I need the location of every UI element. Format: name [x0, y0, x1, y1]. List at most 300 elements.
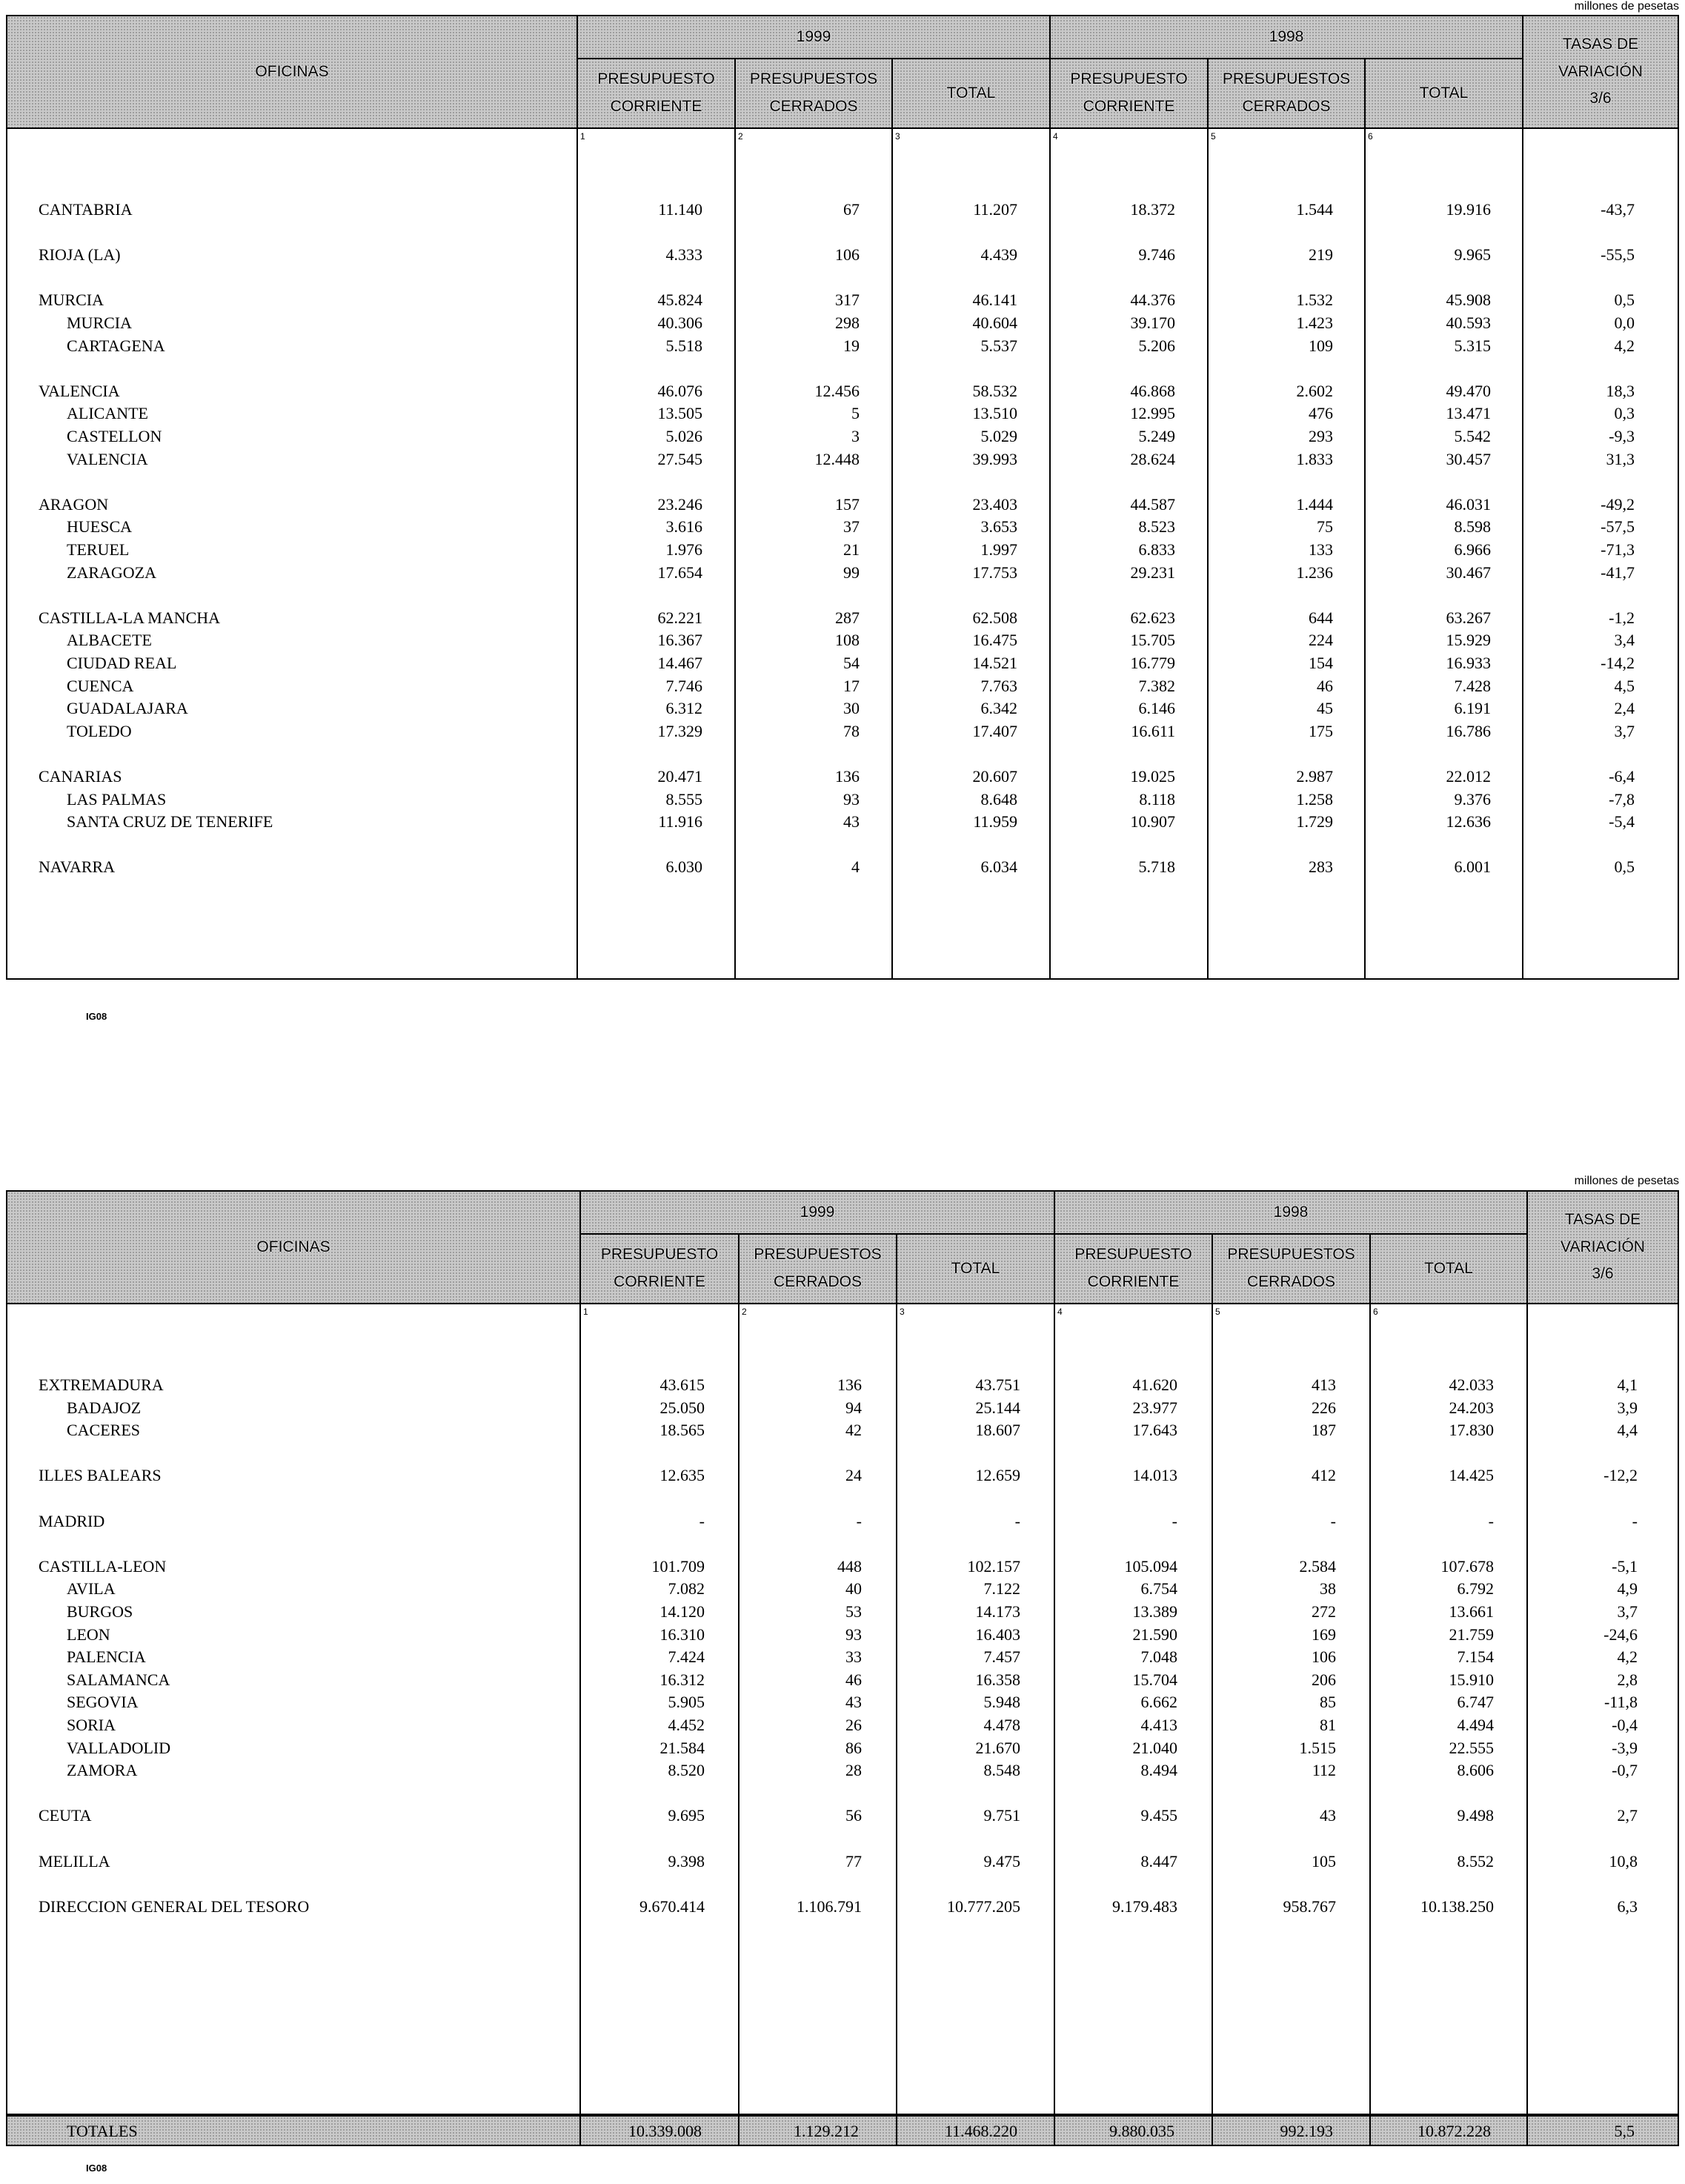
cell-value: 19.025	[1130, 767, 1175, 786]
cell-value: 41.620	[1132, 1375, 1177, 1394]
table-row	[7, 722, 1681, 743]
cell-value: 6.662	[1140, 1693, 1177, 1712]
cell-value: 644	[1309, 608, 1333, 627]
cell-value: 29.231	[1130, 562, 1175, 582]
office-name: MADRID	[39, 1511, 105, 1530]
header-pres-corriente: PRESUPUESTO CORRIENTE	[1070, 70, 1188, 115]
cell-value: 40.306	[657, 313, 702, 332]
table-row	[7, 1625, 1681, 1646]
header-pres-corriente: PRESUPUESTO CORRIENTE	[597, 70, 715, 115]
table-row	[7, 1670, 1681, 1691]
office-name: BURGOS	[67, 1602, 133, 1621]
cell-value: 45.908	[1446, 291, 1491, 310]
cell-value: 2.584	[1299, 1556, 1336, 1576]
cell-value: 8.447	[1140, 1851, 1177, 1871]
cell-value: 10.907	[1130, 812, 1175, 832]
cell-value: 3.616	[665, 517, 702, 537]
cell-value: 4,2	[1617, 1647, 1638, 1667]
cell-value: 102.157	[967, 1556, 1020, 1576]
table-body	[6, 129, 1679, 980]
cell-value: 16.611	[1131, 721, 1175, 740]
cell-value: 4,9	[1617, 1579, 1638, 1599]
table-row	[7, 540, 1681, 561]
cell-value: 17	[843, 676, 860, 695]
cell-value: 7.382	[1138, 676, 1175, 695]
cell-value: 9.398	[668, 1851, 705, 1871]
cell-value: 4,5	[1614, 676, 1635, 695]
cell-value: 54	[843, 654, 860, 672]
cell-value: 4.452	[668, 1716, 705, 1734]
table-row	[7, 1579, 1681, 1600]
cell-value: 6,3	[1617, 1896, 1638, 1916]
cell-value: 6.833	[1138, 540, 1175, 559]
cell-value: 62.623	[1130, 608, 1175, 627]
cell-value: 9.455	[1140, 1806, 1177, 1825]
cell-value: 15.929	[1446, 631, 1491, 650]
cell-value: 15.705	[1130, 631, 1175, 650]
column-number: 4	[1053, 131, 1058, 142]
cell-value: 21.040	[1132, 1738, 1177, 1757]
office-name: NAVARRA	[39, 857, 116, 877]
table-row	[7, 654, 1681, 674]
cell-value: 16.358	[975, 1670, 1020, 1689]
cell-value: 226	[1312, 1398, 1336, 1417]
cell-value: 5.537	[980, 336, 1017, 355]
cell-value: 93	[845, 1624, 862, 1644]
cell-value: 6.747	[1457, 1693, 1494, 1712]
cell-value: 12.995	[1130, 404, 1175, 423]
cell-value: 25.050	[659, 1398, 705, 1417]
cell-value: 9.746	[1138, 245, 1175, 265]
cell-value: 8.598	[1454, 517, 1491, 537]
cell-value: 16.933	[1446, 654, 1491, 672]
table-row	[7, 517, 1681, 538]
cell-value: 1.423	[1296, 313, 1333, 332]
cell-value: 7.424	[668, 1647, 705, 1667]
cell-value: -41,7	[1601, 562, 1635, 582]
totals-value: 9.880.035	[1109, 2122, 1174, 2140]
header-total: TOTAL	[1424, 1259, 1473, 1277]
cell-value: 21.590	[1132, 1624, 1177, 1644]
table-row	[7, 245, 1681, 266]
cell-value: 17.643	[1132, 1421, 1177, 1440]
office-name: ALBACETE	[67, 631, 152, 650]
office-name: MURCIA	[67, 313, 133, 332]
cell-value: 4.333	[665, 245, 702, 265]
cell-value: 1.833	[1296, 449, 1333, 468]
office-name: MELILLA	[39, 1851, 110, 1871]
cell-value: 49.470	[1446, 381, 1491, 400]
cell-value: 21.759	[1449, 1624, 1494, 1644]
cell-value: 40.604	[972, 313, 1017, 332]
column-number: 5	[1211, 131, 1216, 142]
cell-value: 45.824	[657, 291, 702, 310]
office-name: SALAMANCA	[67, 1670, 170, 1689]
cell-value: 412	[1312, 1466, 1336, 1485]
cell-value: -24,6	[1603, 1624, 1638, 1644]
cell-value: 5.905	[668, 1693, 705, 1712]
cell-value: 2.987	[1296, 767, 1333, 786]
table-row	[7, 313, 1681, 334]
cell-value: -5,1	[1612, 1556, 1638, 1576]
cell-value: 17.654	[657, 562, 702, 582]
cell-value: 14.467	[657, 654, 702, 672]
cell-value: 17.407	[972, 721, 1017, 740]
cell-value: 26	[845, 1716, 862, 1734]
totals-value: 1.129.212	[794, 2122, 859, 2140]
cell-value: 6.034	[980, 857, 1017, 877]
cell-value: 219	[1309, 245, 1333, 265]
cell-value: 81	[1320, 1716, 1336, 1734]
cell-value: 9.695	[668, 1806, 705, 1825]
totals-value: 11.468.220	[944, 2122, 1017, 2140]
table-row	[7, 857, 1681, 878]
table-row	[7, 1557, 1681, 1578]
office-name: CARTAGENA	[67, 336, 165, 355]
cell-value: 75	[1317, 517, 1333, 537]
cell-value: 105.094	[1124, 1556, 1177, 1576]
totals-value: 10.339.008	[628, 2122, 702, 2140]
cell-value: 2,7	[1617, 1806, 1638, 1825]
header-year-1999: 1999	[796, 27, 831, 45]
table-row	[7, 767, 1681, 788]
column-number: 2	[738, 131, 743, 142]
table-row	[7, 699, 1681, 720]
table-row	[7, 1647, 1681, 1668]
cell-value: 28.624	[1130, 449, 1175, 468]
cell-value: 5.026	[665, 427, 702, 445]
cell-value: -	[856, 1511, 862, 1530]
table-row	[7, 812, 1681, 833]
cell-value: 169	[1312, 1624, 1336, 1644]
cell-value: 133	[1309, 540, 1333, 559]
header-tasas: TASAS DE VARIACIÓN 3/6	[1558, 35, 1643, 107]
office-name: CIUDAD REAL	[67, 654, 177, 672]
cell-value: 4,4	[1617, 1421, 1638, 1440]
cell-value: 31,3	[1606, 449, 1635, 468]
cell-value: 42.033	[1449, 1375, 1494, 1394]
table-row	[7, 1398, 1681, 1419]
cell-value: 8.552	[1457, 1851, 1494, 1871]
cell-value: 6.966	[1454, 540, 1491, 559]
cell-value: 7.746	[665, 676, 702, 695]
cell-value: 40.593	[1446, 313, 1491, 332]
cell-value: 11.140	[658, 200, 702, 219]
cell-value: 8.118	[1139, 789, 1175, 809]
table-row	[7, 563, 1681, 584]
header-pres-corriente: PRESUPUESTO CORRIENTE	[1074, 1246, 1192, 1290]
office-name: EXTREMADURA	[39, 1375, 164, 1394]
cell-value: 7.154	[1457, 1647, 1494, 1667]
cell-value: 108	[835, 631, 860, 650]
cell-value: 11.959	[973, 812, 1017, 832]
table-row	[7, 1602, 1681, 1623]
cell-value: 12.636	[1446, 812, 1491, 832]
cell-value: 12.456	[814, 381, 860, 400]
table-row	[7, 1693, 1681, 1713]
cell-value: 28	[845, 1761, 862, 1780]
cell-value: 14.521	[972, 654, 1017, 672]
cell-value: 8.523	[1138, 517, 1175, 537]
cell-value: -7,8	[1609, 789, 1635, 809]
cell-value: 8.520	[668, 1761, 705, 1780]
header-oficinas: OFICINAS	[255, 62, 329, 80]
cell-value: 13.389	[1132, 1602, 1177, 1621]
cell-value: 317	[835, 291, 860, 310]
table-row	[7, 404, 1681, 425]
office-name: CASTILLA-LA MANCHA	[39, 608, 221, 627]
header-total: TOTAL	[951, 1259, 1000, 1277]
cell-value: 24.203	[1449, 1398, 1494, 1417]
cell-value: -	[1171, 1511, 1177, 1530]
cell-value: 10.777.205	[947, 1896, 1020, 1916]
cell-value: 46.868	[1130, 381, 1175, 400]
table-row	[7, 1716, 1681, 1736]
table-row	[7, 427, 1681, 448]
unit-label: millones de pesetas	[1574, 0, 1679, 13]
header-oficinas: OFICINAS	[256, 1238, 330, 1255]
cell-value: 17.753	[972, 562, 1017, 582]
cell-value: -71,3	[1601, 540, 1635, 559]
cell-value: 16.779	[1130, 654, 1175, 672]
column-number: 3	[900, 1307, 905, 1317]
cell-value: 25.144	[975, 1398, 1020, 1417]
office-name: DIRECCION GENERAL DEL TESORO	[39, 1896, 310, 1916]
table-row	[7, 1739, 1681, 1759]
cell-value: 106	[1312, 1647, 1336, 1667]
table-row	[7, 1852, 1681, 1873]
cell-value: 1.258	[1296, 789, 1333, 809]
cell-value: 77	[845, 1851, 862, 1871]
cell-value: 23.977	[1132, 1398, 1177, 1417]
header-pres-cerrados: PRESUPUESTOS CERRADOS	[754, 1246, 882, 1290]
cell-value: 1.106.791	[797, 1896, 862, 1916]
table-row	[7, 1512, 1681, 1533]
office-name: HUESCA	[67, 517, 133, 537]
cell-value: 8.555	[665, 789, 702, 809]
office-name: CUENCA	[67, 676, 134, 695]
cell-value: 3,7	[1617, 1602, 1638, 1621]
totals-row	[6, 2115, 1679, 2146]
cell-value: 40	[845, 1579, 862, 1599]
cell-value: 1.976	[665, 540, 702, 559]
cell-value: 112	[1312, 1761, 1336, 1780]
office-name: CANTABRIA	[39, 200, 133, 219]
office-name: TERUEL	[67, 540, 130, 559]
cell-value: 10.138.250	[1420, 1896, 1494, 1916]
cell-value: 86	[845, 1738, 862, 1757]
report-code: IG08	[86, 2163, 107, 2174]
header-pres-cerrados: PRESUPUESTOS CERRADOS	[1222, 70, 1351, 115]
cell-value: 14.173	[975, 1602, 1020, 1621]
cell-value: 2.602	[1296, 381, 1333, 400]
cell-value: -43,7	[1601, 200, 1635, 219]
cell-value: 1.444	[1296, 494, 1333, 514]
office-name: RIOJA (LA)	[39, 245, 121, 265]
cell-value: 20.607	[972, 767, 1017, 786]
office-name: CEUTA	[39, 1806, 92, 1825]
cell-value: 14.425	[1449, 1466, 1494, 1485]
cell-value: 22.555	[1449, 1738, 1494, 1757]
cell-value: 24	[845, 1466, 862, 1485]
cell-value: 6.001	[1454, 857, 1491, 877]
cell-value: 15.704	[1132, 1670, 1177, 1689]
cell-value: 93	[843, 789, 860, 809]
cell-value: 298	[835, 313, 860, 332]
header-pres-cerrados: PRESUPUESTOS CERRADOS	[1227, 1246, 1355, 1290]
office-name: VALENCIA	[39, 381, 120, 400]
cell-value: 14.120	[659, 1602, 705, 1621]
office-name: ILLES BALEARS	[39, 1466, 162, 1485]
cell-value: 5.029	[980, 427, 1017, 445]
cell-value: 0,0	[1614, 313, 1635, 332]
cell-value: 10,8	[1609, 1851, 1638, 1871]
cell-value: -55,5	[1601, 245, 1635, 265]
cell-value: 6.191	[1454, 699, 1491, 718]
cell-value: 4.478	[983, 1716, 1020, 1734]
cell-value: -3,9	[1612, 1738, 1638, 1757]
cell-value: 476	[1309, 404, 1333, 423]
cell-value: 13.510	[972, 404, 1017, 423]
office-name: ZAMORA	[67, 1761, 138, 1780]
cell-value: 43.615	[659, 1375, 705, 1394]
cell-value: -	[1488, 1511, 1494, 1530]
cell-value: 42	[845, 1421, 862, 1440]
cell-value: 23.403	[972, 494, 1017, 514]
cell-value: 11.207	[973, 200, 1017, 219]
cell-value: 4,2	[1614, 336, 1635, 355]
office-name: ARAGON	[39, 494, 109, 514]
cell-value: 8.494	[1140, 1761, 1177, 1780]
header-pres-cerrados: PRESUPUESTOS CERRADOS	[749, 70, 878, 115]
office-name: CASTILLA-LEON	[39, 1556, 167, 1576]
cell-value: 9.475	[983, 1851, 1020, 1871]
cell-value: 3,7	[1614, 721, 1635, 740]
cell-value: 39.993	[972, 449, 1017, 468]
office-name: GUADALAJARA	[67, 699, 188, 718]
cell-value: 106	[835, 245, 860, 265]
cell-value: 2,8	[1617, 1670, 1638, 1689]
cell-value: 43	[845, 1693, 862, 1712]
header-total: TOTAL	[946, 84, 996, 102]
totals-value: 10.872.228	[1418, 2122, 1491, 2140]
office-name: SANTA CRUZ DE TENERIFE	[67, 812, 273, 832]
table-row	[7, 495, 1681, 516]
cell-value: 12.448	[814, 449, 860, 468]
column-number: 2	[742, 1307, 747, 1317]
table-row	[7, 1375, 1681, 1396]
cell-value: 7.082	[668, 1579, 705, 1599]
cell-value: 9.498	[1457, 1806, 1494, 1825]
totals-value: 5,5	[1614, 2122, 1635, 2140]
cell-value: 16.367	[657, 631, 702, 650]
cell-value: -5,4	[1609, 812, 1635, 832]
table-row	[7, 1806, 1681, 1827]
cell-value: 16.310	[659, 1624, 705, 1644]
cell-value: 5.249	[1138, 427, 1175, 445]
cell-value: 15.910	[1449, 1670, 1494, 1689]
cell-value: 19.916	[1446, 200, 1491, 219]
cell-value: 154	[1309, 654, 1333, 672]
cell-value: 5.948	[983, 1693, 1020, 1712]
table-row	[7, 200, 1681, 221]
cell-value: 413	[1312, 1375, 1336, 1394]
cell-value: 7.428	[1454, 676, 1491, 695]
header-total: TOTAL	[1419, 84, 1469, 102]
header-year-1998: 1998	[1269, 27, 1304, 45]
column-number: 3	[895, 131, 900, 142]
cell-value: 46	[845, 1670, 862, 1689]
cell-value: 16.786	[1446, 721, 1491, 740]
cell-value: 20.471	[657, 767, 702, 786]
table-header	[6, 1190, 1679, 1304]
cell-value: 30.467	[1446, 562, 1491, 582]
table-row	[7, 1421, 1681, 1441]
cell-value: 448	[837, 1556, 862, 1576]
cell-value: 37	[843, 517, 860, 537]
cell-value: -49,2	[1601, 494, 1635, 514]
cell-value: 30	[843, 699, 860, 718]
office-name: LAS PALMAS	[67, 789, 167, 809]
cell-value: -0,4	[1612, 1716, 1638, 1734]
cell-value: 14.013	[1132, 1466, 1177, 1485]
cell-value: 39.170	[1130, 313, 1175, 332]
cell-value: 293	[1309, 427, 1333, 445]
cell-value: 62.508	[972, 608, 1017, 627]
cell-value: -9,3	[1609, 427, 1635, 445]
cell-value: 22.012	[1446, 767, 1491, 786]
cell-value: 13.661	[1449, 1602, 1494, 1621]
cell-value: -	[1014, 1511, 1020, 1530]
totals-label: TOTALES	[67, 2122, 138, 2140]
column-number: 6	[1368, 131, 1373, 142]
cell-value: 175	[1309, 721, 1333, 740]
cell-value: 224	[1309, 631, 1333, 650]
cell-value: 3.653	[980, 517, 1017, 537]
header-pres-corriente: PRESUPUESTO CORRIENTE	[600, 1246, 719, 1290]
cell-value: 13.505	[657, 404, 702, 423]
cell-value: 6.754	[1140, 1579, 1177, 1599]
table-header	[6, 15, 1679, 129]
cell-value: 109	[1309, 336, 1333, 355]
office-name: VALLADOLID	[67, 1738, 171, 1757]
cell-value: 9.376	[1454, 789, 1491, 809]
cell-value: 21	[843, 540, 860, 559]
table-row	[7, 450, 1681, 471]
cell-value: 19	[843, 336, 860, 355]
office-name: SORIA	[67, 1716, 116, 1734]
column-number: 6	[1373, 1307, 1378, 1317]
header-year-1999: 1999	[800, 1203, 835, 1221]
cell-value: -	[1330, 1511, 1336, 1530]
cell-value: 1.532	[1296, 291, 1333, 310]
office-name: AVILA	[67, 1579, 116, 1599]
cell-value: 78	[843, 721, 860, 740]
cell-value: -	[699, 1511, 705, 1530]
cell-value: 11.916	[658, 812, 702, 832]
cell-value: 12.659	[975, 1466, 1020, 1485]
cell-value: 0,3	[1614, 404, 1635, 423]
office-name: TOLEDO	[67, 721, 132, 740]
cell-value: 44.587	[1130, 494, 1175, 514]
cell-value: 9.670.414	[639, 1896, 705, 1916]
cell-value: 46.141	[972, 291, 1017, 310]
cell-value: 1.544	[1296, 200, 1333, 219]
cell-value: 9.751	[983, 1806, 1020, 1825]
office-name: LEON	[67, 1624, 110, 1644]
cell-value: 46.031	[1446, 494, 1491, 514]
cell-value: 7.457	[983, 1647, 1020, 1667]
